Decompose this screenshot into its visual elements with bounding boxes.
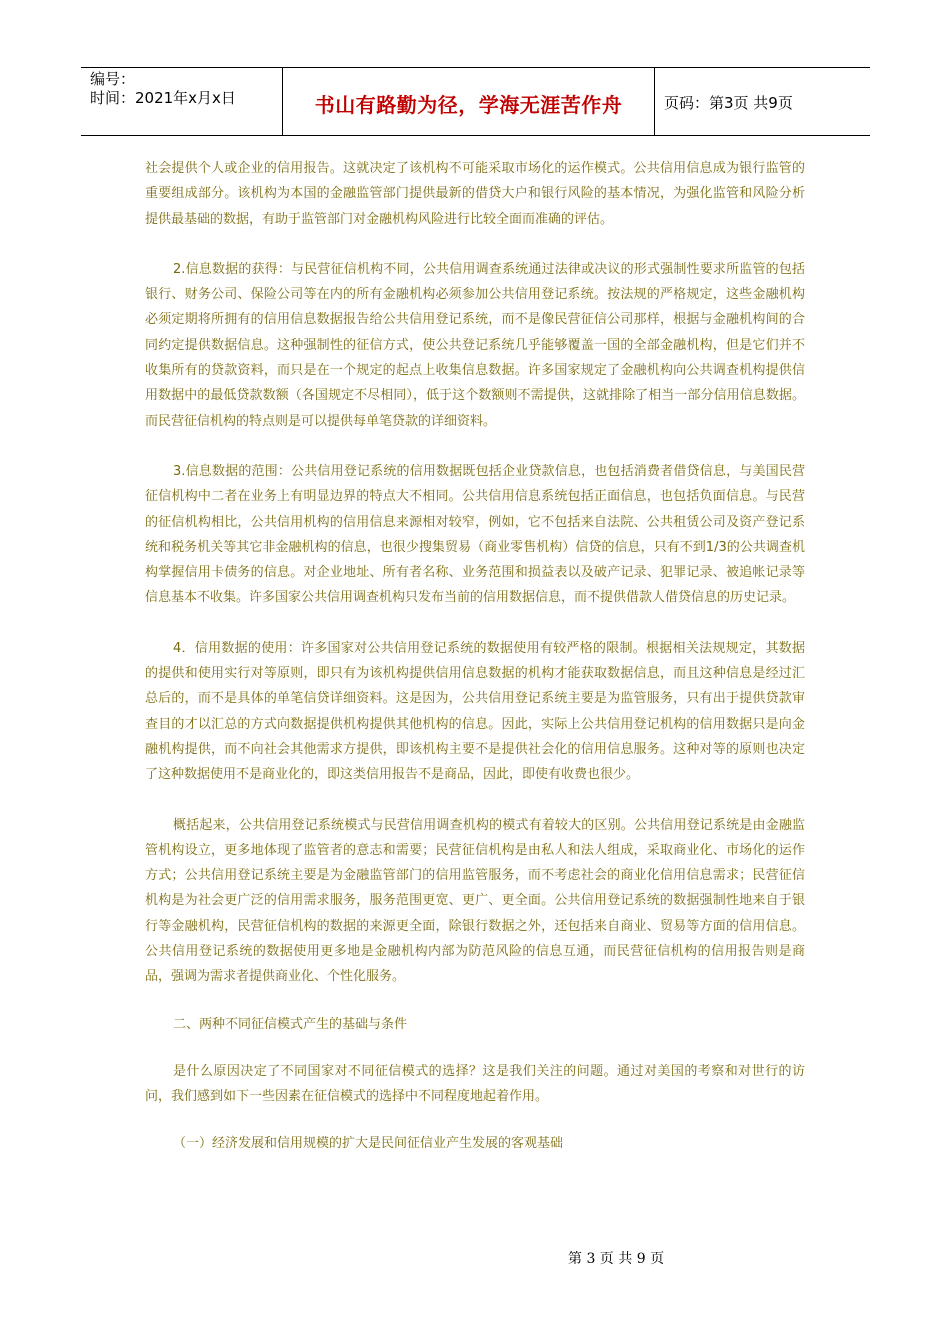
body-paragraph: 3.信息数据的范围：公共信用登记系统的信用数据既包括企业贷款信息，也包括消费者借贷信息，与美国民营征信机构中二者在业务上有明显边界的特点大不相同。公共信用信息系统包括正面信息，也包括负面信息。与民营的征信机构相比，公共信用机构的信用信息来源相对较窄，例如，它不包括来自法院、公共租赁公司及资产登记系统和税务机关等其它非金融机构的信息，也很少搜集贸易（商业零售机构）信贷的信息，只有不到1/3的公共调查机构掌握信用卡债务的信息。对企业地址、所有者名称、业务范围和损益表以及破产记录、犯罪记录、被追帐记录等信息基本不收集。许多国家公共信用调查机构只发布当前的信用数据信息，而不提供借款人借贷信息的历史记录。 [145,463,805,606]
body-paragraph: 概括起来，公共信用登记系统模式与民营信用调查机构的模式有着较大的区别。公共信用登记系统是由金融监管机构设立，更多地体现了监管者的意志和需要；民营征信机构是由私人和法人组成，采取商业化、市场化的运作方式；公共信用登记系统主要是为金融监管部门的信用监管服务，而不考虑社会的商业化信用信息需求；民营征信机构是为社会更广泛的信用需求服务，服务范围更宽、更广、更全面。公共信用登记系统的数据强制性地来自于银行等金融机构，民营征信机构的数据的来源更全面，除银行数据之外，还包括来自商业、贸易等方面的信用信息。公共信用登记系统的数据使用更多地是金融机构内部为防范风险的信息互通，而民营征信机构的信用报告则是商品，强调为需求者提供商业化、个性化服务。 [145,817,805,985]
document-number-label: 编号： [90,70,136,88]
header-page-number: 页码：第3页 共9页 [664,94,793,112]
subsection-heading: （一）经济发展和信用规模的扩大是民间征信业产生发展的客观基础 [173,1136,564,1152]
body-paragraph: 社会提供个人或企业的信用报告。这就决定了该机构不可能采取市场化的运作模式。公共信用信息成为银行监管的重要组成部分。该机构为本国的金融监管部门提供最新的借贷大户和银行风险的基本情况，为强化监管和风险分析提供最基础的数据，有助于监管部门对金融机构风险进行比较全面而准确的评估。 [145,161,805,227]
body-paragraph: 2.信息数据的获得：与民营征信机构不同，公共信用调查系统通过法律或决议的形式强制性要求所监管的包括银行、财务公司、保险公司等在内的所有金融机构必须参加公共信用登记系统。按法规的严格规定，这些金融机构必须定期将所拥有的信用信息数据报告给公共信用登记系统，而不是像民营征信公司那样，根据与金融机构间的合同约定提供数据信息。这种强制性的征信方式，使公共登记系统几乎能够覆盖一国的全部金融机构，但是它们并不收集所有的贷款资料，而只是在一个规定的起点上收集信息数据。许多国家规定了金融机构向公共调查机构提供信用数据中的最低贷款数额（各国规定不尽相同），低于这个数额则不需提供，这就排除了相当一部分信用信息数据。而民营征信机构的特点则是可以提供每单笔贷款的详细资料。 [145,261,805,429]
body-paragraph: 4．信用数据的使用：许多国家对公共信用登记系统的数据使用有较严格的限制。根据相关法规规定，其数据的提供和使用实行对等原则，即只有为该机构提供信用信息数据的机构才能获取数据信息，而且这种信息是经过汇总后的，而不是具体的单笔信贷详细资料。这是因为，公共信用登记系统主要是为监管服务，只有出于提供贷款审查目的才以汇总的方式向数据提供机构提供其他机构的信息。因此，实际上公共信用登记机构的信用数据只是向金融机构提供，而不向社会其他需求方提供，即该机构主要不是提供社会化的信用信息服务。这种对等的原则也决定了这种数据使用不是商业化的，即这类信用报告不是商品，因此，即使有收费也很少。 [145,640,805,783]
header-meta [90,70,280,108]
section-heading: 二、两种不同征信模式产生的基础与条件 [173,1016,408,1032]
page-header [81,67,870,136]
document-body [145,156,805,1156]
intro-paragraph: 是什么原因决定了不同国家对不同征信模式的选择？这是我们关注的问题。通过对美国的考察和对世行的访问，我们感到如下一些因素在征信模式的选择中不同程度地起着作用。 [145,1063,805,1104]
document-time-label: 时间：2021年x月x日 [90,89,236,107]
page-footer: 第 3 页 共 9 页 [568,1251,665,1267]
header-divider [654,67,655,136]
header-motto: 书山有路勤为径，学海无涯苦作舟 [314,93,623,117]
header-top-rule [81,67,870,68]
header-bottom-rule [81,135,870,136]
